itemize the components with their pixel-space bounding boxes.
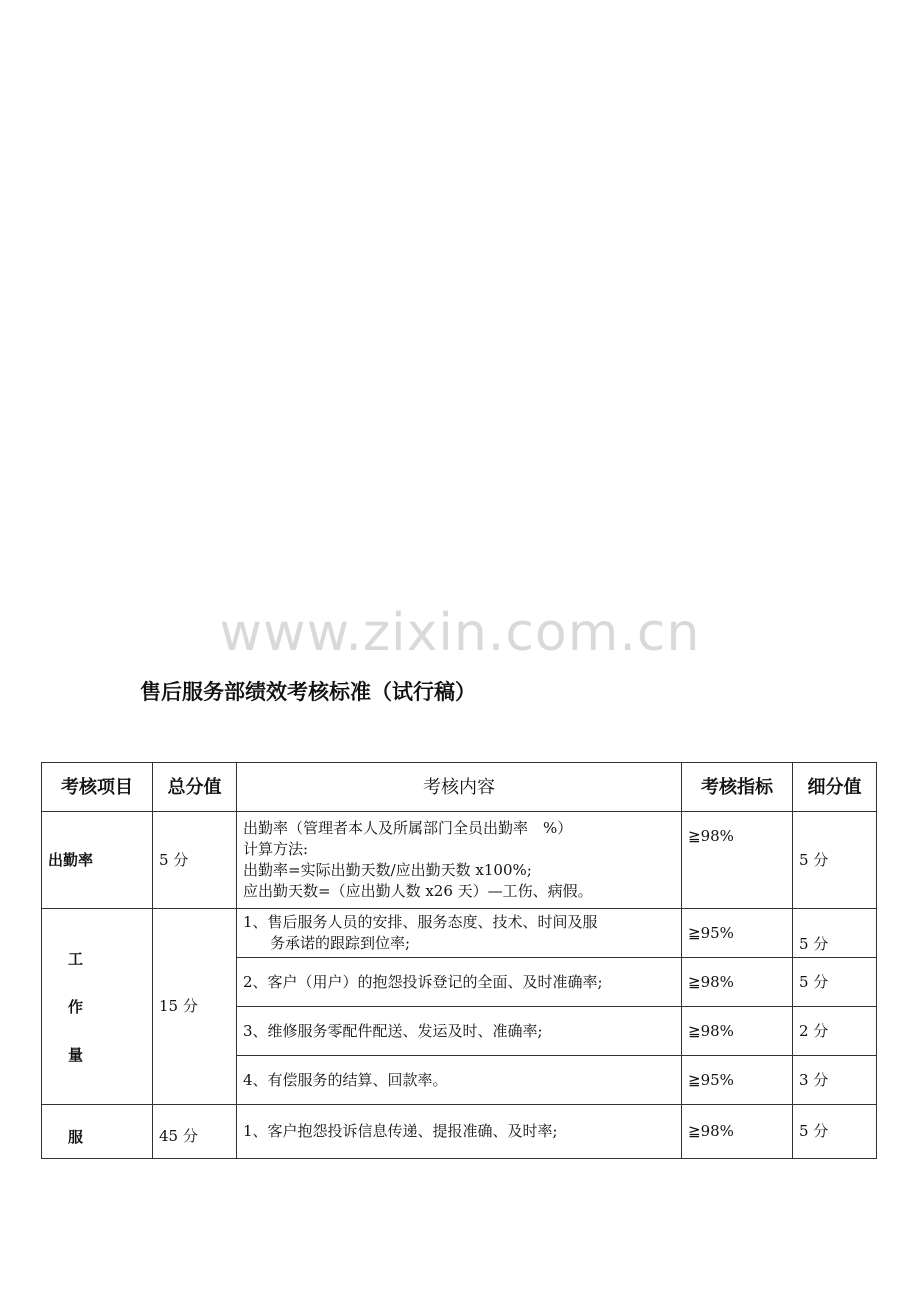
assessment-table bbox=[41, 762, 877, 1159]
workload-sub: 5 分 bbox=[793, 909, 877, 958]
attendance-target: ≧98% bbox=[682, 812, 793, 909]
workload-item-char: 量 bbox=[68, 1045, 84, 1064]
service-target: ≧98% bbox=[682, 1105, 793, 1159]
workload-target: ≧95% bbox=[682, 1056, 793, 1105]
service-total: 45 分 bbox=[153, 1105, 237, 1159]
attendance-content-line: 出勤率（管理者本人及所属部门全员出勤率 %） bbox=[243, 819, 573, 837]
workload-sub: 5 分 bbox=[793, 958, 877, 1007]
header-item: 考核项目 bbox=[42, 763, 153, 812]
workload-target: ≧98% bbox=[682, 1007, 793, 1056]
workload-item bbox=[42, 909, 153, 1105]
header-total: 总分值 bbox=[153, 763, 237, 812]
document-title: 售后服务部绩效考核标准（试行稿） bbox=[140, 680, 476, 704]
attendance-item: 出勤率 bbox=[42, 812, 153, 909]
workload-content bbox=[237, 909, 682, 958]
service-row bbox=[42, 1105, 877, 1159]
header-target: 考核指标 bbox=[682, 763, 793, 812]
workload-content-line: 1、售后服务人员的安排、服务态度、技术、时间及服 bbox=[243, 913, 598, 931]
header-row bbox=[42, 763, 877, 812]
watermark: www.zixin.com.cn bbox=[219, 603, 701, 663]
workload-content: 3、维修服务零配件配送、发运及时、准确率; bbox=[237, 1007, 682, 1056]
workload-row bbox=[42, 909, 877, 958]
header-sub: 细分值 bbox=[793, 763, 877, 812]
workload-sub: 3 分 bbox=[793, 1056, 877, 1105]
workload-target: ≧98% bbox=[682, 958, 793, 1007]
service-content: 1、客户抱怨投诉信息传递、提报准确、及时率; bbox=[237, 1105, 682, 1159]
attendance-total: 5 分 bbox=[153, 812, 237, 909]
workload-total: 15 分 bbox=[153, 909, 237, 1105]
workload-content: 2、客户（用户）的抱怨投诉登记的全面、及时准确率; bbox=[237, 958, 682, 1007]
workload-item-char: 作 bbox=[68, 997, 84, 1016]
attendance-content bbox=[237, 812, 682, 909]
service-item: 服 bbox=[42, 1105, 153, 1159]
attendance-row bbox=[42, 812, 877, 909]
attendance-content-line: 应出勤天数=（应出勤人数 x26 天）—工伤、病假。 bbox=[243, 882, 593, 900]
workload-sub: 2 分 bbox=[793, 1007, 877, 1056]
attendance-content-line: 出勤率=实际出勤天数/应出勤天数 x100%; bbox=[243, 861, 532, 879]
workload-content: 4、有偿服务的结算、回款率。 bbox=[237, 1056, 682, 1105]
workload-item-char: 工 bbox=[68, 949, 84, 968]
service-sub: 5 分 bbox=[793, 1105, 877, 1159]
workload-content-line: 务承诺的跟踪到位率; bbox=[270, 934, 411, 952]
attendance-content-line: 计算方法: bbox=[243, 840, 309, 858]
header-content: 考核内容 bbox=[237, 763, 682, 812]
workload-target: ≧95% bbox=[682, 909, 793, 958]
attendance-sub: 5 分 bbox=[793, 812, 877, 909]
